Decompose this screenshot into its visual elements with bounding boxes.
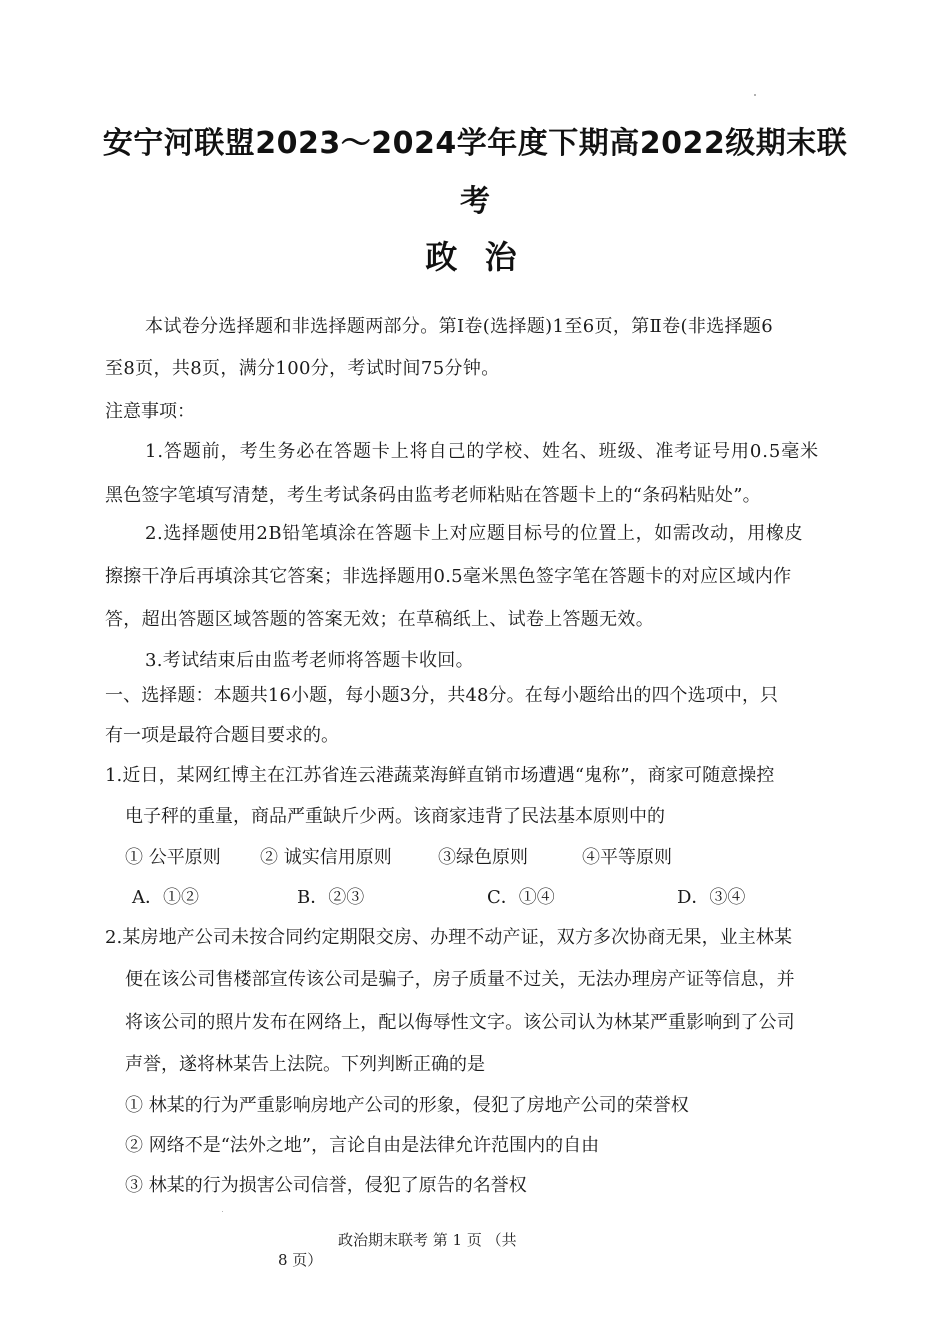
q2-statement-1: ① 林某的行为严重影响房地产公司的形象，侵犯了房地产公司的荣誉权 — [125, 1095, 689, 1116]
q1-choice-a: A．①② — [132, 887, 199, 908]
q1-statement-4: ④平等原则 — [582, 847, 672, 868]
q2-line1: 2.某房地产公司未按合同约定期限交房、办理不动产证，双方多次协商无果，业主林某 — [105, 927, 793, 948]
scan-speck — [754, 94, 756, 96]
q1-choice-c: C．①④ — [487, 887, 555, 908]
notice-heading: 注意事项： — [105, 401, 195, 422]
page-footer-line1: 政治期末联考 第 1 页 （共 — [338, 1231, 517, 1249]
notice-item3: 3.考试结束后由监考老师将答题卡收回。 — [145, 650, 474, 671]
q1-line2: 电子秤的重量，商品严重缺斤少两。该商家违背了民法基本原则中的 — [125, 806, 665, 827]
intro-line2: 至8页，共8页，满分100分，考试时间75分钟。 — [105, 358, 500, 379]
notice-item2-line1: 2.选择题使用2B铅笔填涂在答题卡上对应题目标号的位置上，如需改动，用橡皮 — [145, 523, 804, 544]
q1-statement-1: ① 公平原则 — [125, 847, 221, 868]
q2-statement-2: ② 网络不是“法外之地”，言论自由是法律允许范围内的自由 — [125, 1135, 600, 1156]
notice-item2-line3: 答，超出答题区域答题的答案无效；在草稿纸上、试卷上答题无效。 — [105, 609, 654, 630]
q1-statement-2: ② 诚实信用原则 — [260, 847, 392, 868]
subject-title: 政 治 — [425, 238, 525, 276]
notice-item1-line1: 1.答题前，考生务必在答题卡上将自己的学校、姓名、班级、准考证号用0.5毫米 — [145, 441, 819, 462]
q1-choice-d: D．③④ — [677, 887, 746, 908]
exam-title-line1: 安宁河联盟2023～2024学年度下期高2022级期末联 — [102, 126, 848, 161]
q1-statement-3: ③绿色原则 — [438, 847, 528, 868]
q2-line4: 声誉，遂将林某告上法院。下列判断正确的是 — [125, 1054, 485, 1075]
scan-speck — [222, 1211, 223, 1212]
notice-item1-line2: 黑色签字笔填写清楚，考生考试条码由监考老师粘贴在答题卡上的“条码粘贴处”。 — [105, 485, 761, 506]
q1-line1: 1.近日，某网红博主在江苏省连云港蔬菜海鲜直销市场遭遇“鬼称”，商家可随意操控 — [105, 765, 775, 786]
q2-line2: 便在该公司售楼部宣传该公司是骗子，房子质量不过关，无法办理房产证等信息，并 — [125, 969, 795, 990]
q2-statement-3: ③ 林某的行为损害公司信誉，侵犯了原告的名誉权 — [125, 1175, 527, 1196]
section1-line1: 一、选择题：本题共16小题，每小题3分，共48分。在每小题给出的四个选项中，只 — [105, 685, 779, 706]
notice-item2-line2: 擦擦干净后再填涂其它答案；非选择题用0.5毫米黑色签字笔在答题卡的对应区域内作 — [105, 566, 792, 587]
q2-line3: 将该公司的照片发布在网络上，配以侮辱性文字。该公司认为林某严重影响到了公司 — [125, 1012, 795, 1033]
q1-choice-b: B．②③ — [297, 887, 365, 908]
section1-line2: 有一项是最符合题目要求的。 — [105, 725, 339, 746]
intro-line1: 本试卷分选择题和非选择题两部分。第Ⅰ卷(选择题)1至6页，第Ⅱ卷(非选择题6 — [145, 316, 774, 337]
page-footer-line2: 8 页） — [278, 1251, 323, 1269]
exam-title-line2: 考 — [460, 184, 490, 219]
